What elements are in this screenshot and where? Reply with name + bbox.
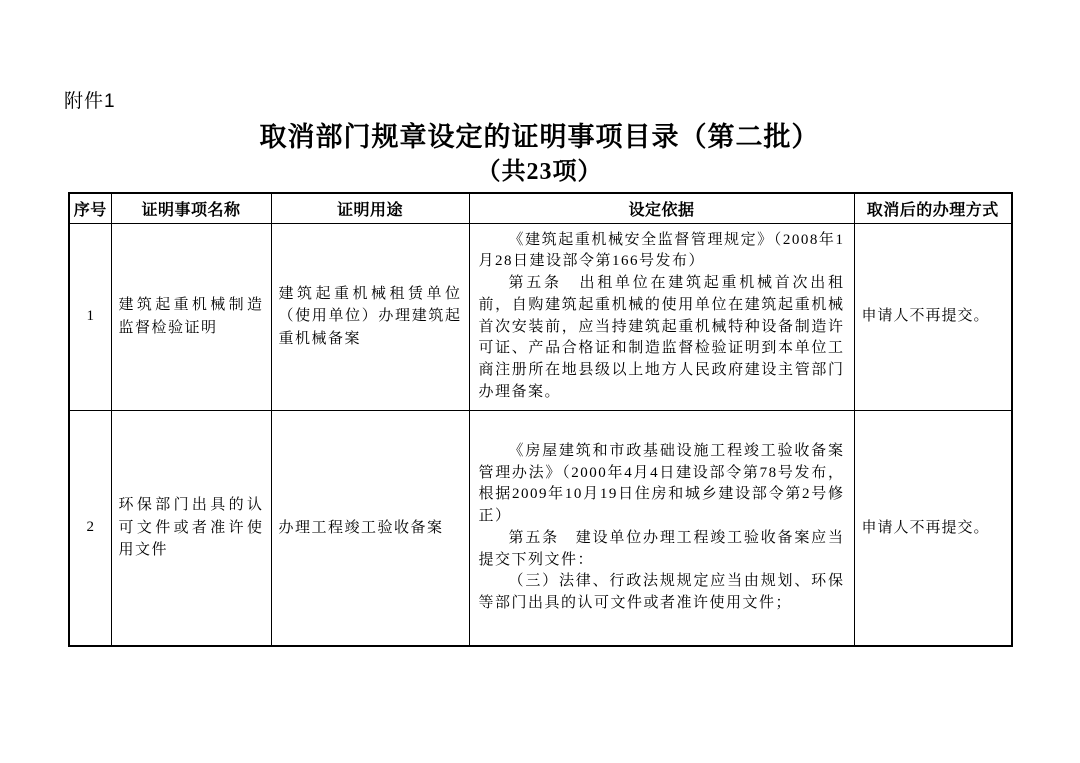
title-line-1: 取消部门规章设定的证明事项目录（第二批） [259,122,820,152]
basis-paragraph: 《房屋建筑和市政基础设施工程竣工验收备案管理办法》（2000年4月4日建设部令第78号发布，根据2009年10月19日住房和城乡建设部令第2号修正） [478,442,845,524]
cell-method: 申请人不再提交。 [854,410,1012,646]
cell-name: 环保部门出具的认可文件或者准许使用文件 [111,410,271,646]
col-header-method: 取消后的办理方式 [854,193,1012,223]
basis-paragraph: 《建筑起重机械安全监督管理规定》（2008年1月28日建设部令第166号发布） [478,231,845,270]
attachment-label: 附件1 [64,91,116,112]
cell-purpose: 办理工程竣工验收备案 [271,410,469,646]
table-row [69,223,1012,410]
basis-paragraph: 第五条 出租单位在建筑起重机械首次出租前，自购建筑起重机械的使用单位在建筑起重机械首次安装前，应当持建筑起重机械特种设备制造许可证、产品合格证和制造监督检验证明到本单位工商注册所在地县级以上地方人民政府建设主管部门办理备案。 [478,275,845,400]
col-header-seq: 序号 [69,193,111,223]
document-title [68,118,1011,188]
cell-method: 申请人不再提交。 [854,223,1012,410]
col-header-purpose: 证明用途 [271,193,469,223]
cell-basis [469,410,854,646]
cell-purpose: 建筑起重机械租赁单位（使用单位）办理建筑起重机械备案 [271,223,469,410]
basis-paragraph: （三）法律、行政法规规定应当由规划、环保等部门出具的认可文件或者准许使用文件； [478,573,845,611]
table-row [69,410,1012,646]
table-header-row [69,193,1012,223]
cancelled-items-table [68,192,1013,647]
cell-seq: 2 [69,410,111,646]
cell-basis [469,223,854,410]
basis-paragraph: 第五条 建设单位办理工程竣工验收备案应当提交下列文件： [478,529,845,568]
col-header-name: 证明事项名称 [111,193,271,223]
cell-name: 建筑起重机械制造监督检验证明 [111,223,271,410]
cell-seq: 1 [69,223,111,410]
col-header-basis: 设定依据 [469,193,854,223]
title-line-2: （共23项） [476,159,603,185]
